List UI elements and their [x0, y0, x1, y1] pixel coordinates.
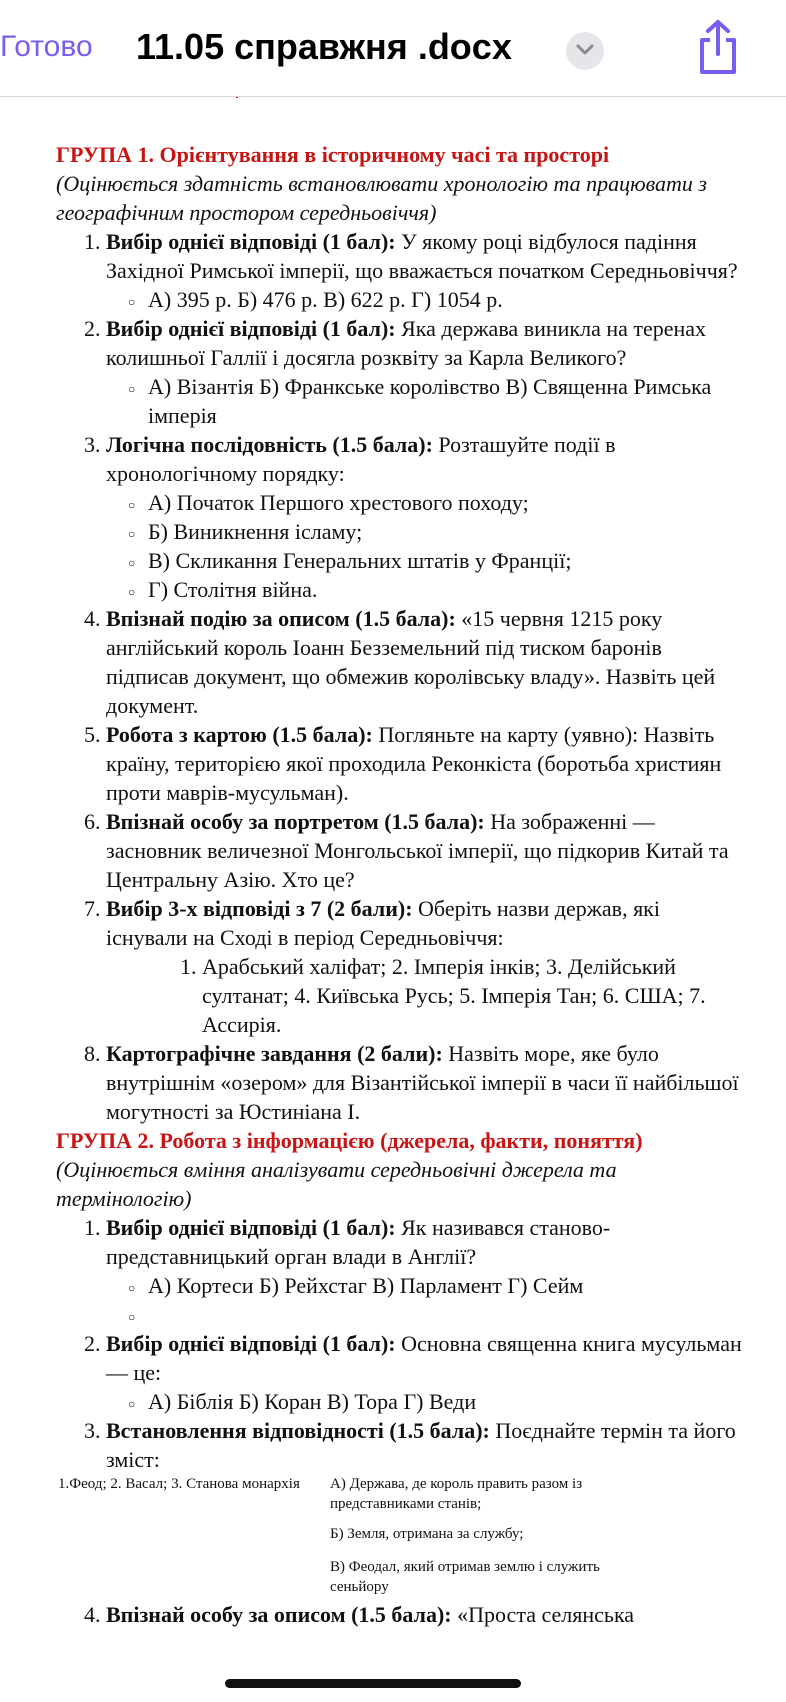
- question-text: Розташуйте події в хронологічному порядку:: [106, 432, 616, 486]
- answer-options: [106, 488, 746, 604]
- question-text: У якому році відбулося падіння Західної Римської імперії, що вважається початком Середньовіччя?: [106, 229, 738, 283]
- answer-option: ○ А) Візантія Б) Франкське королівство В) Священна Римська імперія: [148, 372, 746, 430]
- question-label: Вибір 3-х відповіді з 7 (2 бали):: [106, 896, 413, 921]
- question-2-3: [106, 1416, 746, 1474]
- answer-option: ○ А) Кортеси Б) Рейхстаг В) Парламент Г) Сейм: [148, 1271, 746, 1300]
- answer-option: ○ А) Початок Першого хрестового походу;: [148, 488, 746, 517]
- question-text: Поєднайте термін та його зміст:: [106, 1418, 736, 1472]
- answer-option-empty: [148, 1300, 746, 1329]
- question-text: Погляньте на карту (уявно): Назвіть країну, територією якої проходила Реконкіста (боротьба християн проти маврів-мусульман).: [106, 722, 722, 805]
- matching-definition-b: Б) Земля, отримана за службу;: [330, 1526, 524, 1542]
- group-2-title: ГРУПА 2. Робота з інформацією (джерела, факти, поняття): [56, 1128, 643, 1153]
- answer-options: [106, 1271, 746, 1329]
- home-indicator[interactable]: [225, 1679, 521, 1688]
- group-2-note: (Оцінюється вміння аналізувати середньовічні джерела та термінологію): [56, 1157, 617, 1211]
- question-text: На зображенні — засновник величезної Монгольської імперії, що підкорив Китай та Центральну Азію. Хто це?: [106, 809, 729, 892]
- question-label: Картографічне завдання (2 бали):: [106, 1041, 443, 1066]
- group-1-note: (Оцінюється здатність встановлювати хронологію та працювати з географічним простором середньовіччя): [56, 171, 708, 225]
- question-label: Встановлення відповідності (1.5 бала):: [106, 1418, 490, 1443]
- answer-options: [106, 285, 746, 314]
- answer-options: [106, 1387, 746, 1416]
- question-1-2: [106, 314, 746, 430]
- answer-option: ○ Б) Виникнення ісламу;: [148, 517, 746, 546]
- answer-option: ○ А) 395 р. Б) 476 р. В) 622 р. Г) 1054 р.: [148, 285, 746, 314]
- answer-option: ○ А) Біблія Б) Коран В) Тора Г) Веди: [148, 1387, 746, 1416]
- question-label: Робота з картою (1.5 бала):: [106, 722, 373, 747]
- chevron-down-icon: [575, 43, 595, 57]
- question-1-4: [106, 604, 746, 720]
- question-label: Логічна послідовність (1.5 бала):: [106, 432, 433, 457]
- question-text: «Проста селянська: [451, 1602, 635, 1627]
- question-2-2: [106, 1329, 746, 1416]
- title-menu-button[interactable]: [566, 32, 604, 70]
- question-1-1: [106, 227, 746, 314]
- question-label: Вибір однієї відповіді (1 бал):: [106, 316, 396, 341]
- question-label: Впізнай подію за описом (1.5 бала):: [106, 606, 456, 631]
- document-title: 11.05 справжня .docx: [136, 26, 512, 67]
- document-toolbar: [0, 0, 786, 97]
- done-button[interactable]: Готово: [0, 30, 93, 63]
- question-1-6: [106, 807, 746, 894]
- question-text: Оберіть назви держав, які існували на Сході в період Середньовіччя:: [106, 896, 660, 950]
- matching-terms: 1.Феод; 2. Васал; 3. Станова монархія: [58, 1476, 300, 1492]
- question-1-3: [106, 430, 746, 604]
- share-button[interactable]: [694, 18, 742, 76]
- question-label: Впізнай особу за описом (1.5 бала):: [106, 1602, 452, 1627]
- matching-table: [0, 1474, 746, 1600]
- question-1-7: [106, 894, 746, 1039]
- question-2-1: [106, 1213, 746, 1329]
- question-2-4: [106, 1600, 746, 1629]
- group-1-title: ГРУПА 1. Орієнтування в історичному часі та просторі: [56, 142, 610, 167]
- question-text: Назвіть море, яке було внутрішнім «озером» для Візантійської імперії в часи її найбільшої могутності за Юстиніана І.: [106, 1041, 739, 1124]
- question-label: Вибір однієї відповіді (1 бал):: [106, 229, 396, 254]
- answer-options: [106, 372, 746, 430]
- answer-option: ○ В) Скликання Генеральних штатів у Франції;: [148, 546, 746, 575]
- choice-list: [106, 952, 746, 1039]
- question-text: Як називався станово-представницький орган влади в Англії?: [106, 1215, 611, 1269]
- question-label: Вибір однієї відповіді (1 бал):: [106, 1331, 396, 1356]
- question-text: «15 червня 1215 року англійський король Іоанн Безземельний під тиском баронів підписав документ, що обмежив королівську владу». Назвіть цей документ.: [106, 606, 716, 718]
- answer-option: ○ Г) Столітня війна.: [148, 575, 746, 604]
- document-body: [56, 140, 746, 1629]
- question-1-5: [106, 720, 746, 807]
- matching-definition-c: В) Феодал, який отримав землю і служить сеньйору: [330, 1559, 600, 1595]
- question-text: Яка держава виникла на теренах колишньої Галлії і досягла розквіту за Карла Великого?: [106, 316, 707, 370]
- matching-definition-a: А) Держава, де король править разом із представниками станів;: [330, 1476, 583, 1512]
- question-text: Основна священна книга мусульман — це:: [106, 1331, 742, 1385]
- group-2-questions-continued: [56, 1600, 746, 1629]
- question-1-8: [106, 1039, 746, 1126]
- group-2-questions: [56, 1213, 746, 1474]
- choice-list-item: 1. Арабський халіфат; 2. Імперія інків; 3. Делійський султанат; 4. Київська Русь; 5. Імперія Тан; 6. США; 7. Ассирія.: [202, 952, 746, 1039]
- question-label: Впізнай особу за портретом (1.5 бала):: [106, 809, 485, 834]
- question-label: Вибір однієї відповіді (1 бал):: [106, 1215, 396, 1240]
- group-1-questions: [56, 227, 746, 1126]
- share-icon: [694, 18, 742, 76]
